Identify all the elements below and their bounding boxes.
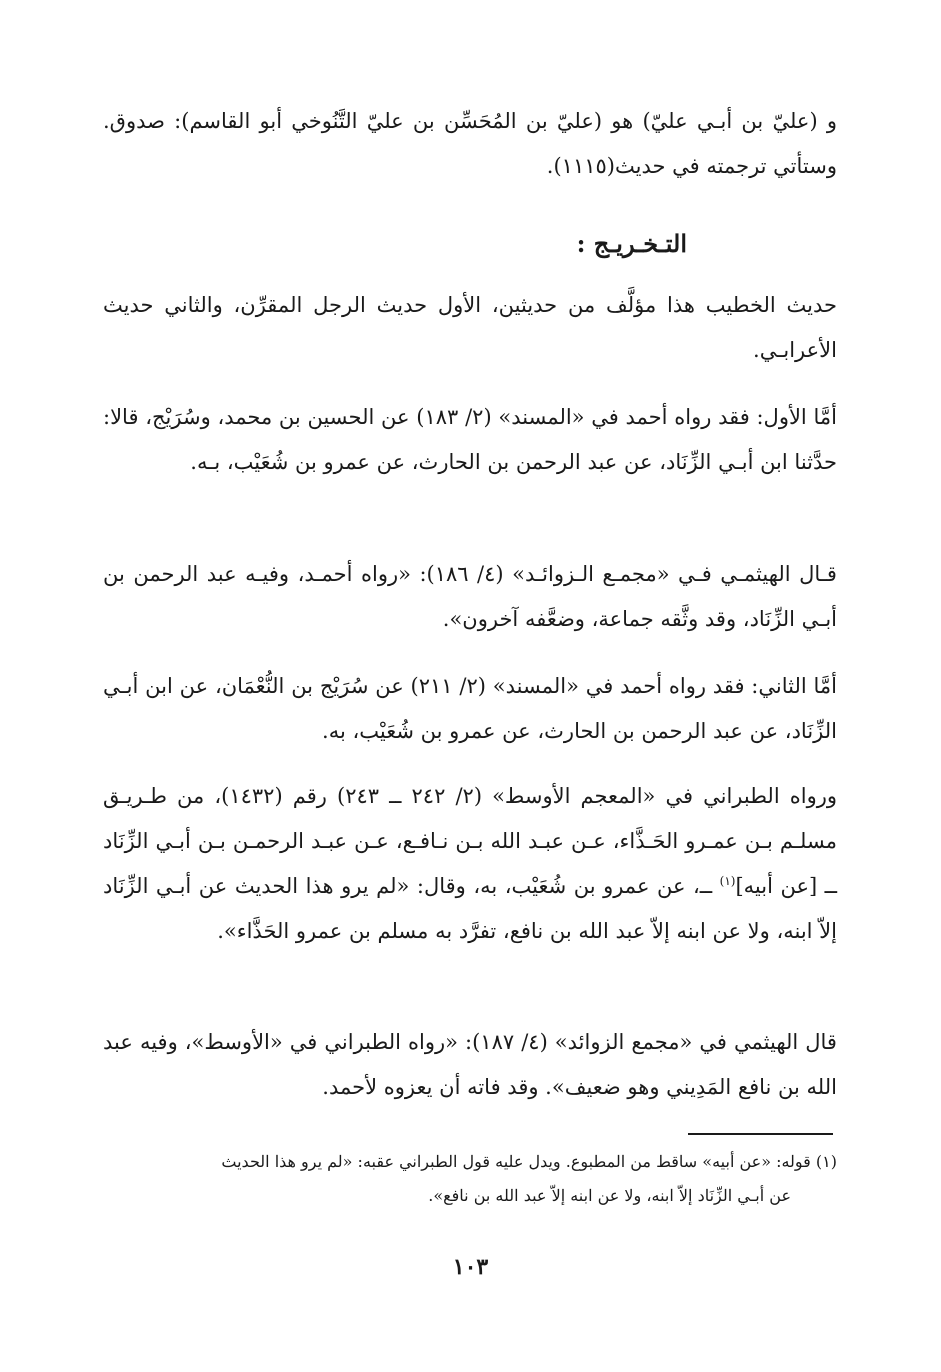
- section-heading: التـخـريـج :: [576, 229, 687, 258]
- footnote-reference: (١): [719, 874, 736, 888]
- paragraph-first-hadith: أمَّا الأول: فقد رواه أحمد في «المسند» (٢/ ١٨٣) عن الحسين بن محمد، وسُرَيْج، قالا: حدَّثنا ابن أبـي الزِّنَاد، عن عبد الرحمن بن الحارث، عن عمرو بن شُعَيْب، بـه.: [103, 405, 837, 474]
- paragraph-intro: حديث الخطيب هذا مؤلَّف من حديثين، الأول حديث الرجل المقرِّن، والثاني حديث الأعرابـي.: [103, 293, 837, 362]
- paragraph-tabarani: [103, 774, 837, 954]
- paragraph-narrator-note: و (عليّ بن أبـي عليّ) هو (عليّ بن المُحَسِّن بن عليّ التَّنُوخي أبو القاسم): صدوق. وستأتي ترجمته في حديث(١١١٥).: [103, 109, 837, 178]
- paragraph-haythami-1: قـال الهيثمـي فـي «مجمـع الـزوائـد» (٤/ ١٨٦): «رواه أحمـد، وفيـه عبد الرحمن بن أبـي الزِّنَاد، وقد وثَّقه جماعة، وضعَّفه آخرون».: [103, 562, 837, 631]
- footnote-line-2: عن أبـي الزِّنَاد إلاّ ابنه، ولا عن ابنه إلاّ عبد الله بن نافع».: [428, 1186, 791, 1205]
- page-number: ١٠٣: [452, 1254, 489, 1280]
- paragraph-haythami-2: قال الهيثمي في «مجمع الزوائد» (٤/ ١٨٧): «رواه الطبراني في «الأوسط»، وفيه عبد الله بن نافع المَدِيني وهو ضعيف». وقد فاته أن يعزوه لأحمد.: [103, 1030, 837, 1099]
- footnote-divider: [688, 1133, 833, 1135]
- paragraph-second-hadith: أمَّا الثاني: فقد رواه أحمد في «المسند» (٢/ ٢١١) عن سُرَيْج بن النُّعْمَان، عن ابن أبـي الزِّنَاد، عن عبد الرحمن بن الحارث، عن عمرو بن شُعَيْب، به.: [103, 674, 837, 743]
- footnote: [103, 1145, 837, 1213]
- paragraph-tabarani-tail: ــ، عن عمرو بن شُعَيْب، به، وقال: «لم يرو هذا الحديث عن أبـي الزِّنَاد إلاّ ابنه، ولا عن ابنه إلاّ عبد الله بن نافع، تفرَّد به مسلم بن عمرو الحَذَّاء».: [103, 874, 837, 943]
- footnote-line-1: (١) قوله: «عن أبيه» ساقط من المطبوع. ويدل عليه قول الطبراني عقبه: «لم يرو هذا الحديث: [221, 1152, 837, 1171]
- paragraph-tabarani-main: ورواه الطبراني في «المعجم الأوسط» (٢/ ٢٤٢ ــ ٢٤٣) رقم (١٤٣٢)، من طـريـق مسلـم بـن عمـرو الحَـذَّاء، عـن عبـد الله بـن نـافـع، عـن عبـد الرحمـن بـن أبـي الزِّنَاد ــ [عن أبيه]: [103, 784, 838, 898]
